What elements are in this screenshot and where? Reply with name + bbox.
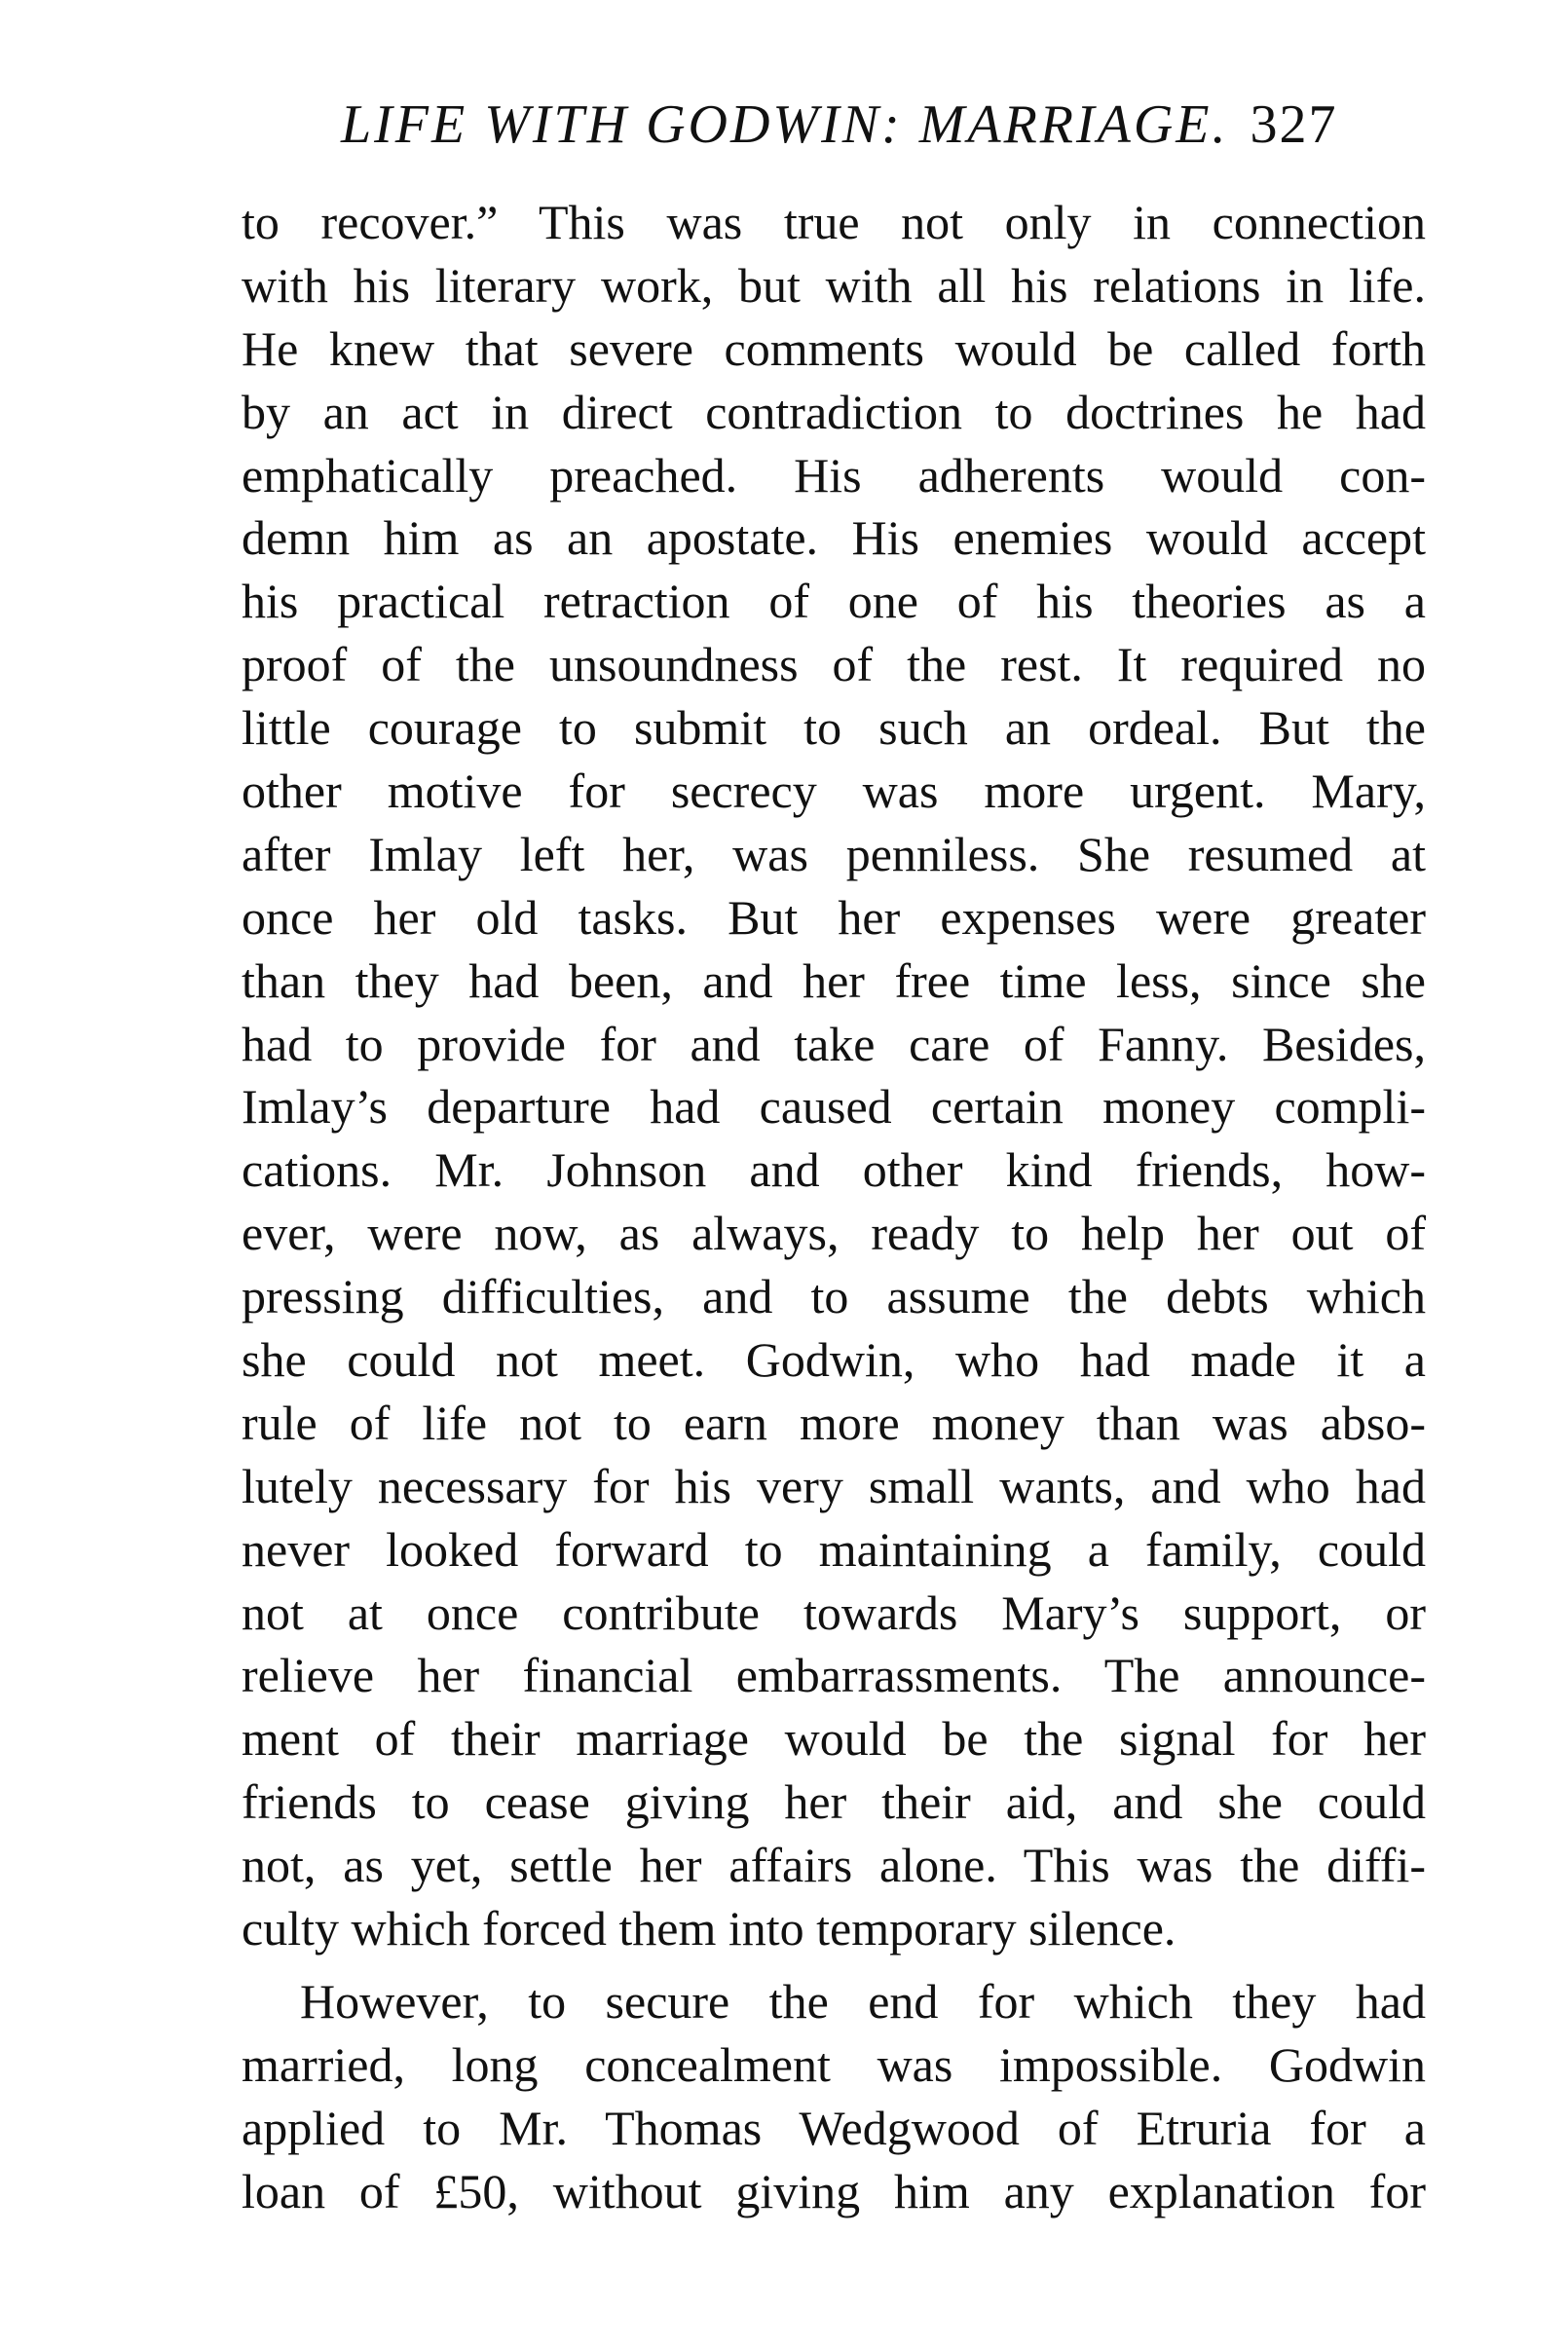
text-line: other motive for secrecy was more urgent. Mary, xyxy=(242,764,1426,819)
text-line: with his literary work, but with all his relations in life. xyxy=(242,257,1426,313)
text-line: than they had been, and her free time less, since she xyxy=(242,952,1426,1008)
text-line: proof of the unsoundness of the rest. It required no xyxy=(242,637,1426,692)
body-text xyxy=(242,191,1426,2223)
running-title: LIFE WITH GODWIN: MARRIAGE. xyxy=(341,94,1229,155)
text-line: she could not meet. Godwin, who had made it a xyxy=(242,1332,1426,1388)
text-line: not, as yet, settle her affairs alone. This was the diffi- xyxy=(242,1838,1426,1893)
text-line: ment of their marriage would be the signal for her xyxy=(242,1711,1426,1767)
text-line: by an act in direct contradiction to doctrines he had xyxy=(242,384,1426,439)
text-line: emphatically preached. His adherents would con- xyxy=(242,447,1426,503)
text-line: once her old tasks. But her expenses were greater xyxy=(242,889,1426,945)
text-line: However, to secure the end for which they had xyxy=(300,1973,1426,2029)
text-line: married, long concealment was impossible. Godwin xyxy=(242,2036,1426,2092)
paragraph-2 xyxy=(242,1970,1426,2223)
text-line: ever, were now, as always, ready to help her out of xyxy=(242,1206,1426,1261)
text-line: lutely necessary for his very small wants, and who had xyxy=(242,1458,1426,1513)
running-head xyxy=(341,86,1432,164)
text-line: rule of life not to earn more money than was abso- xyxy=(242,1395,1426,1450)
text-line: after Imlay left her, was penniless. She resumed at xyxy=(242,826,1426,881)
text-line: relieve her financial embarrassments. The announce- xyxy=(242,1648,1426,1703)
paragraph-1 xyxy=(242,191,1426,1960)
text-line: Imlay’s departure had caused certain money compli- xyxy=(242,1079,1426,1135)
text-line: culty which forced them into temporary silence. xyxy=(242,1901,1176,1957)
text-line: had to provide for and take care of Fanny. Besides, xyxy=(242,1016,1426,1071)
page-number: 327 xyxy=(1250,94,1338,155)
text-line: applied to Mr. Thomas Wedgwood of Etruria for a xyxy=(242,2100,1426,2155)
text-line: friends to cease giving her their aid, and she could xyxy=(242,1774,1426,1830)
text-line: pressing difficulties, and to assume the debts which xyxy=(242,1269,1426,1324)
text-line: never looked forward to maintaining a family, could xyxy=(242,1521,1426,1577)
text-line: loan of £50, without giving him any explanation for xyxy=(242,2163,1426,2218)
text-line: to recover.” This was true not only in connection xyxy=(242,195,1426,249)
text-line: cations. Mr. Johnson and other kind friends, how- xyxy=(242,1142,1426,1198)
text-line: not at once contribute towards Mary’s support, or xyxy=(242,1584,1426,1640)
text-line: He knew that severe comments would be called forth xyxy=(242,320,1426,376)
text-line: little courage to submit to such an ordeal. But the xyxy=(242,700,1426,756)
paragraph-gap xyxy=(242,1960,1426,1970)
text-line: his practical retraction of one of his theories as a xyxy=(242,574,1426,629)
text-line: demn him as an apostate. His enemies would accept xyxy=(242,510,1426,566)
